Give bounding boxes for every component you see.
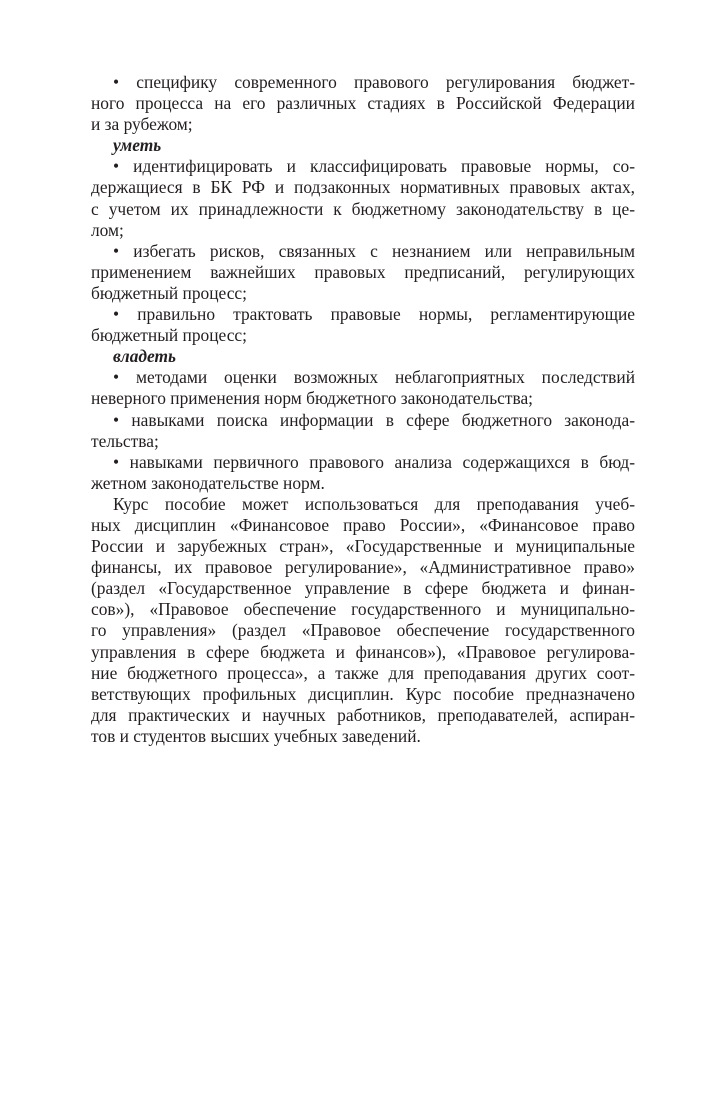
- section-heading-vladet: владеть: [113, 346, 176, 367]
- text-line: финансы, их правовое регулирование», «Административное право»: [91, 557, 635, 578]
- text-line: держащиеся в БК РФ и подзаконных нормативных правовых актах,: [91, 177, 635, 198]
- text-line: лом;: [91, 219, 124, 240]
- text-line: применением важнейших правовых предписаний, регулирующих: [91, 261, 635, 282]
- text-line: жетном законодательстве норм.: [91, 472, 325, 493]
- text-line: • методами оценки возможных неблагоприятных последствий: [113, 367, 635, 388]
- text-line: сов»), «Правовое обеспечение государственного и муниципально-: [91, 599, 635, 620]
- text-line: неверного применения норм бюджетного законодательства;: [91, 388, 533, 409]
- text-line: ние бюджетного процесса», а также для преподавания других соот-: [91, 662, 635, 683]
- text-line: и за рубежом;: [91, 114, 193, 135]
- text-line: с учетом их принадлежности к бюджетному законодательству в це-: [91, 198, 635, 219]
- text-line: тов и студентов высших учебных заведений.: [91, 725, 421, 746]
- text-line: го управления» (раздел «Правовое обеспечение государственного: [91, 620, 635, 641]
- text-line: • идентифицировать и классифицировать правовые нормы, со-: [113, 156, 635, 177]
- page-body-text: [91, 72, 635, 747]
- text-line: (раздел «Государственное управление в сфере бюджета и финан-: [91, 578, 635, 599]
- text-line: для практических и научных работников, преподавателей, аспиран-: [91, 704, 635, 725]
- text-line: ного процесса на его различных стадиях в Российской Федерации: [91, 93, 635, 114]
- text-line: ных дисциплин «Финансовое право России», «Финансовое право: [91, 514, 635, 535]
- text-line: управления в сфере бюджета и финансов»), «Правовое регулирова-: [91, 641, 635, 662]
- text-line: тельства;: [91, 430, 159, 451]
- text-line: бюджетный процесс;: [91, 282, 247, 303]
- text-line: • избегать рисков, связанных с незнанием или неправильным: [113, 240, 635, 261]
- text-line: бюджетный процесс;: [91, 325, 247, 346]
- text-line: • специфику современного правового регулирования бюджет-: [113, 72, 635, 92]
- text-line: Курс пособие может использоваться для преподавания учеб-: [113, 493, 635, 514]
- text-line: • навыками первичного правового анализа содержащихся в бюд-: [113, 451, 635, 472]
- text-line: России и зарубежных стран», «Государственные и муниципальные: [91, 536, 635, 557]
- text-line: • правильно трактовать правовые нормы, регламентирующие: [113, 304, 635, 325]
- section-heading-umet: уметь: [113, 135, 162, 156]
- text-line: • навыками поиска информации в сфере бюджетного законода-: [113, 409, 635, 430]
- text-line: ветствующих профильных дисциплин. Курс пособие предназначено: [91, 683, 635, 704]
